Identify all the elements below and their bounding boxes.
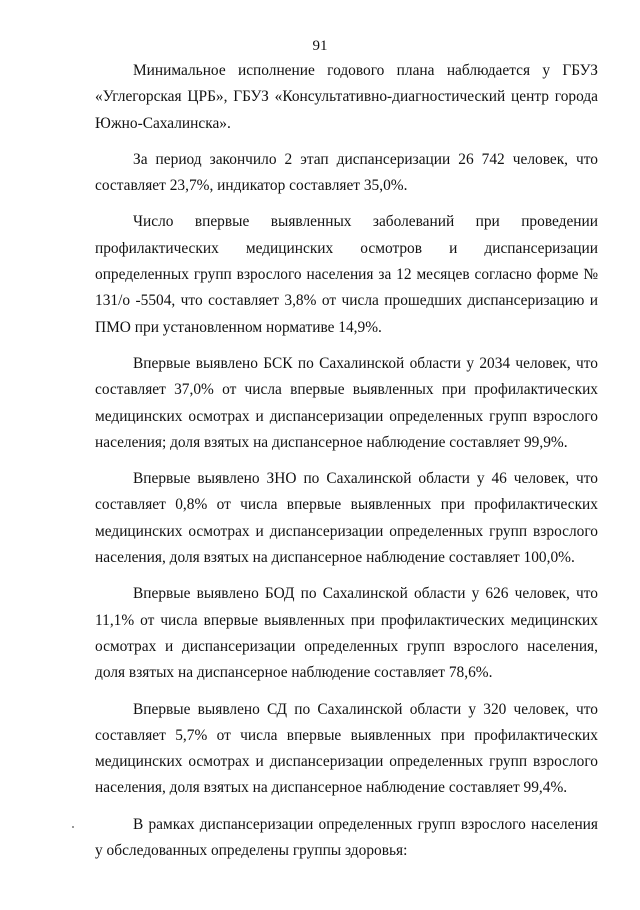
paragraph-zno: Впервые выявлено ЗНО по Сахалинской области у 46 человек, что составляет 0,8% от числа впервые выявленных при профилактических медицинских осмотрах и диспансеризации определенных групп взрослого населения, доля взятых на диспансерное наблюдение составляет 100,0%.	[95, 470, 598, 567]
paragraph-min-plan-execution: Минимальное исполнение годового плана наблюдается у ГБУЗ «Углегорская ЦРБ», ГБУЗ «Консультативно-диагностический центр города Южно-Сахалинска».	[95, 62, 598, 132]
paragraph-bsk: Впервые выявлено БСК по Сахалинской области у 2034 человек, что составляет 37,0% от числа впервые выявленных при профилактических медицинских осмотрах и диспансеризации определенных групп взрослого населения; доля взятых на диспансерное наблюдение составляет 99,9%.	[95, 354, 598, 451]
paragraph-bod: Впервые выявлено БОД по Сахалинской области у 626 человек, что 11,1% от числа впервые выявленных при профилактических медицинских осмотрах и диспансеризации определенных групп взрослого населения, доля взятых на диспансерное наблюдение составляет 78,6%.	[95, 585, 598, 682]
page-number: 91	[312, 38, 328, 54]
paragraph-health-groups: В рамках диспансеризации определенных групп взрослого населения у обследованных определены группы здоровья:	[95, 815, 598, 860]
paragraph-sd: Впервые выявлено СД по Сахалинской области у 320 человек, что составляет 5,7% от числа впервые выявленных при профилактических медицинских осмотрах и диспансеризации определенных групп взрослого населения, доля взятых на диспансерное наблюдение составляет 99,4%.	[95, 700, 598, 797]
paragraph-new-diseases-count: Число впервые выявленных заболеваний при проведении профилактических медицинских осмотров и диспансеризации определенных групп взрослого населения за 12 месяцев согласно форме № 131/о -5504, что составляет 3,8% от числа прошедших диспансеризацию и ПМО при установленном нормативе 14,9%.	[95, 213, 598, 336]
scan-speck	[72, 826, 74, 828]
document-body	[95, 58, 598, 875]
paragraph-stage-two-completed: За период закончило 2 этап диспансеризации 26 742 человек, что составляет 23,7%, индикатор составляет 35,0%.	[95, 150, 598, 195]
